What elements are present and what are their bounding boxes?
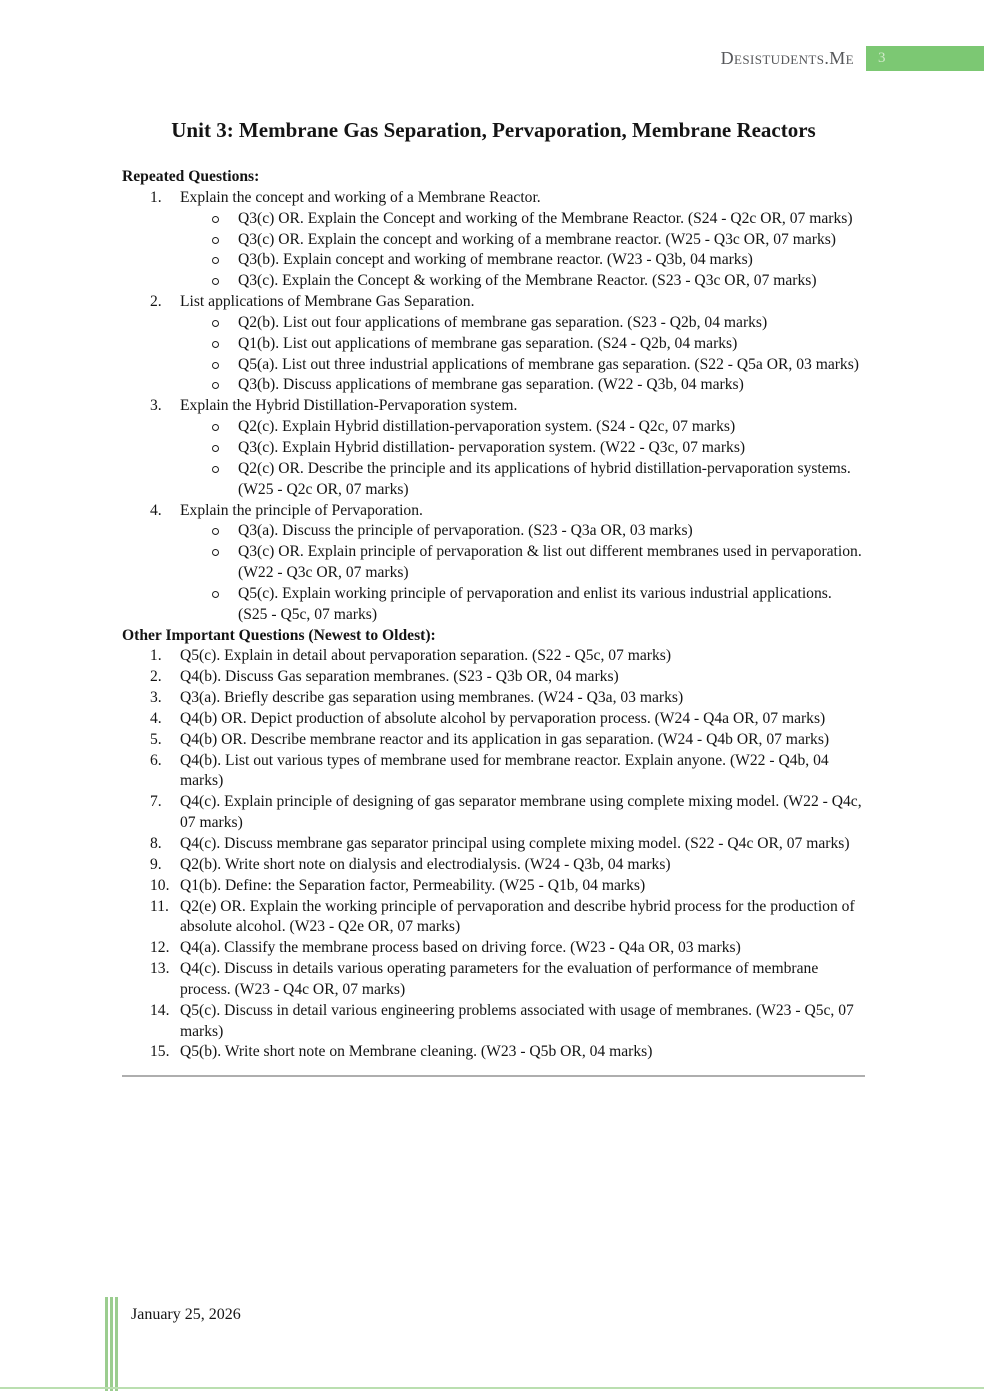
page-header [0,46,984,71]
question-head [150,730,865,751]
question-item [122,959,865,1001]
question-number: 4. [150,709,162,727]
sub-question-text: Q5(a). List out three industrial applications of membrane gas separation. (S22 - Q5a OR, 03 marks) [238,355,859,373]
question-text: Explain the principle of Pervaporation. [180,501,423,519]
question-text: Explain the Hybrid Distillation-Pervaporation system. [180,397,518,415]
page-title: Unit 3: Membrane Gas Separation, Pervaporation, Membrane Reactors [171,118,816,142]
sub-question-text: Q5(c). Explain working principle of pervaporation and enlist its various industrial applications. (S25 - Q5c, 07 marks) [238,584,832,623]
question-item [122,938,865,959]
question-head [150,751,865,793]
question-head [150,897,865,939]
question-number: 1. [150,647,162,665]
sub-question-item [150,334,865,355]
question-text: Q4(b). Discuss Gas separation membranes. (S23 - Q3b OR, 04 marks) [180,668,619,686]
question-item [122,667,865,688]
question-text: Q1(b). Define: the Separation factor, Permeability. (W25 - Q1b, 04 marks) [180,876,646,894]
question-text: Q3(a). Briefly describe gas separation using membranes. (W24 - Q3a, 03 marks) [180,689,684,707]
sub-question-item [150,417,865,438]
circle-bullet-icon [210,334,238,355]
question-item [122,1042,865,1063]
bottom-green-line [0,1387,984,1389]
question-text: Q4(b) OR. Depict production of absolute alcohol by pervaporation process. (W24 - Q4a OR, 07 marks) [180,709,826,727]
question-item [122,730,865,751]
question-item [122,646,865,667]
sub-question-item [150,209,865,230]
question-item [122,292,865,396]
sub-question-item [150,459,865,501]
circle-bullet-icon [210,521,238,542]
question-item [122,876,865,897]
sub-question-text: Q3(c). Explain the Concept & working of the Membrane Reactor. (S23 - Q3c OR, 07 marks) [238,272,817,290]
question-item [122,1001,865,1043]
sub-question-item [150,438,865,459]
question-head [150,876,865,897]
sub-question-text: Q3(c) OR. Explain the concept and working of a membrane reactor. (W25 - Q3c OR, 07 marks) [238,230,836,248]
document-body [122,167,865,1077]
circle-bullet-icon [210,417,238,438]
question-head [150,646,865,667]
sub-question-text: Q3(c). Explain Hybrid distillation- pervaporation system. (W22 - Q3c, 07 marks) [238,438,746,456]
question-item [122,855,865,876]
sub-question-item [150,271,865,292]
question-head [150,938,865,959]
question-item [122,709,865,730]
circle-bullet-icon [210,355,238,376]
sub-question-text: Q2(c) OR. Describe the principle and its applications of hybrid distillation-pervaporation systems. (W25 - Q2c OR, 07 marks) [238,459,851,498]
question-text: List applications of Membrane Gas Separation. [180,293,475,311]
question-head [150,855,865,876]
sub-question-item [150,355,865,376]
circle-bullet-icon [210,459,238,501]
other-questions-heading: Other Important Questions (Newest to Oldest): [122,626,436,644]
circle-bullet-icon [210,584,238,626]
question-text: Explain the concept and working of a Membrane Reactor. [180,188,541,206]
question-text: Q5(c). Discuss in detail various engineering problems associated with usage of membranes. (W23 - Q5c, 07 marks) [180,1001,854,1040]
question-number: 8. [150,835,162,852]
sub-question-text: Q3(c) OR. Explain the Concept and working of the Membrane Reactor. (S24 - Q2c OR, 07 marks) [238,209,853,227]
sub-question-text: Q1(b). List out applications of membrane gas separation. (S24 - Q2b, 04 marks) [238,334,738,352]
question-text: Q4(c). Explain principle of designing of gas separator membrane using complete mixing model. (W22 - Q4c, 07 marks) [180,793,862,832]
repeated-questions-list [122,188,865,626]
question-text: Q4(c). Discuss membrane gas separator principal using complete mixing model. (S22 - Q4c OR, 07 marks) [180,835,850,852]
question-text: Q5(b). Write short note on Membrane cleaning. (W23 - Q5b OR, 04 marks) [180,1043,653,1061]
sub-question-text: Q2(b). List out four applications of membrane gas separation. (S23 - Q2b, 04 marks) [238,313,768,331]
sub-question-item [150,313,865,334]
sub-question-text: Q3(b). Discuss applications of membrane gas separation. (W22 - Q3b, 04 marks) [238,376,744,394]
question-item [122,897,865,939]
circle-bullet-icon [210,209,238,230]
question-number: 11. [150,897,169,915]
circle-bullet-icon [210,230,238,251]
question-number: 5. [150,730,162,748]
question-number: 3. [150,689,162,707]
circle-bullet-icon [210,438,238,459]
question-item [122,834,865,855]
question-head [150,501,865,522]
question-number: 13. [150,960,170,978]
question-text: Q4(b). List out various types of membrane used for membrane reactor. Explain anyone. (W22 - Q4b, 04 marks) [180,751,829,790]
question-number: 1. [150,188,162,206]
question-text: Q5(c). Explain in detail about pervaporation separation. (S22 - Q5c, 07 marks) [180,647,672,665]
page-number-badge [866,46,984,71]
sub-question-text: Q3(b). Explain concept and working of membrane reactor. (W23 - Q3b, 04 marks) [238,251,753,269]
sub-question-item [150,230,865,251]
question-text: Q2(b). Write short note on dialysis and electrodialysis. (W24 - Q3b, 04 marks) [180,855,671,873]
other-questions-list [122,646,865,1063]
circle-bullet-icon [210,313,238,334]
question-number: 15. [150,1043,170,1061]
sub-question-text: Q3(a). Discuss the principle of pervaporation. (S23 - Q3a OR, 03 marks) [238,522,693,540]
circle-bullet-icon [210,271,238,292]
sub-question-item [150,542,865,584]
question-number: 3. [150,397,162,415]
question-item [122,688,865,709]
sub-question-item [150,250,865,271]
question-item [122,188,865,292]
question-number: 7. [150,793,162,811]
question-head [150,792,865,834]
question-text: Q4(a). Classify the membrane process based on driving force. (W23 - Q4a OR, 03 marks) [180,939,741,957]
page-number: 3 [878,50,886,66]
sub-question-item [150,521,865,542]
question-head [150,1001,865,1043]
question-number: 10. [150,876,170,894]
question-number: 9. [150,855,162,873]
footer-green-bars-icon [105,1297,118,1391]
question-number: 2. [150,668,162,686]
question-text: Q4(b) OR. Describe membrane reactor and its application in gas separation. (W24 - Q4b OR, 07 marks) [180,730,830,748]
question-text: Q4(c). Discuss in details various operating parameters for the evaluation of performance of membrane process. (W23 - Q4c OR, 07 marks) [180,960,819,998]
question-head [150,1042,865,1063]
question-number: 4. [150,501,162,519]
question-head [150,959,865,1001]
question-head [150,292,865,313]
question-number: 12. [150,939,170,957]
sub-question-text: Q3(c) OR. Explain principle of pervaporation & list out different membranes used in pervaporation. (W22 - Q3c OR, 07 marks) [238,543,862,582]
sub-question-item [150,584,865,626]
sub-question-text: Q2(c). Explain Hybrid distillation-pervaporation system. (S24 - Q2c, 07 marks) [238,418,736,436]
sub-question-item [150,375,865,396]
question-text: Q2(e) OR. Explain the working principle of pervaporation and describe hybrid process for the production of absolute alcohol. (W23 - Q2e OR, 07 marks) [180,897,855,936]
question-item [122,792,865,834]
question-head [150,396,865,417]
circle-bullet-icon [210,250,238,271]
site-name: Desistudents.Me [720,48,854,68]
circle-bullet-icon [210,542,238,584]
horizontal-divider [122,1075,865,1077]
footer-date: January 25, 2026 [131,1306,241,1323]
question-number: 2. [150,293,162,311]
question-head [150,667,865,688]
question-item [122,751,865,793]
circle-bullet-icon [210,375,238,396]
repeated-questions-heading: Repeated Questions: [122,168,260,185]
question-head [150,688,865,709]
question-number: 6. [150,751,162,769]
question-number: 14. [150,1001,170,1019]
question-item [122,396,865,500]
question-head [150,834,865,855]
question-head [150,709,865,730]
question-item [122,501,865,626]
question-head [150,188,865,209]
